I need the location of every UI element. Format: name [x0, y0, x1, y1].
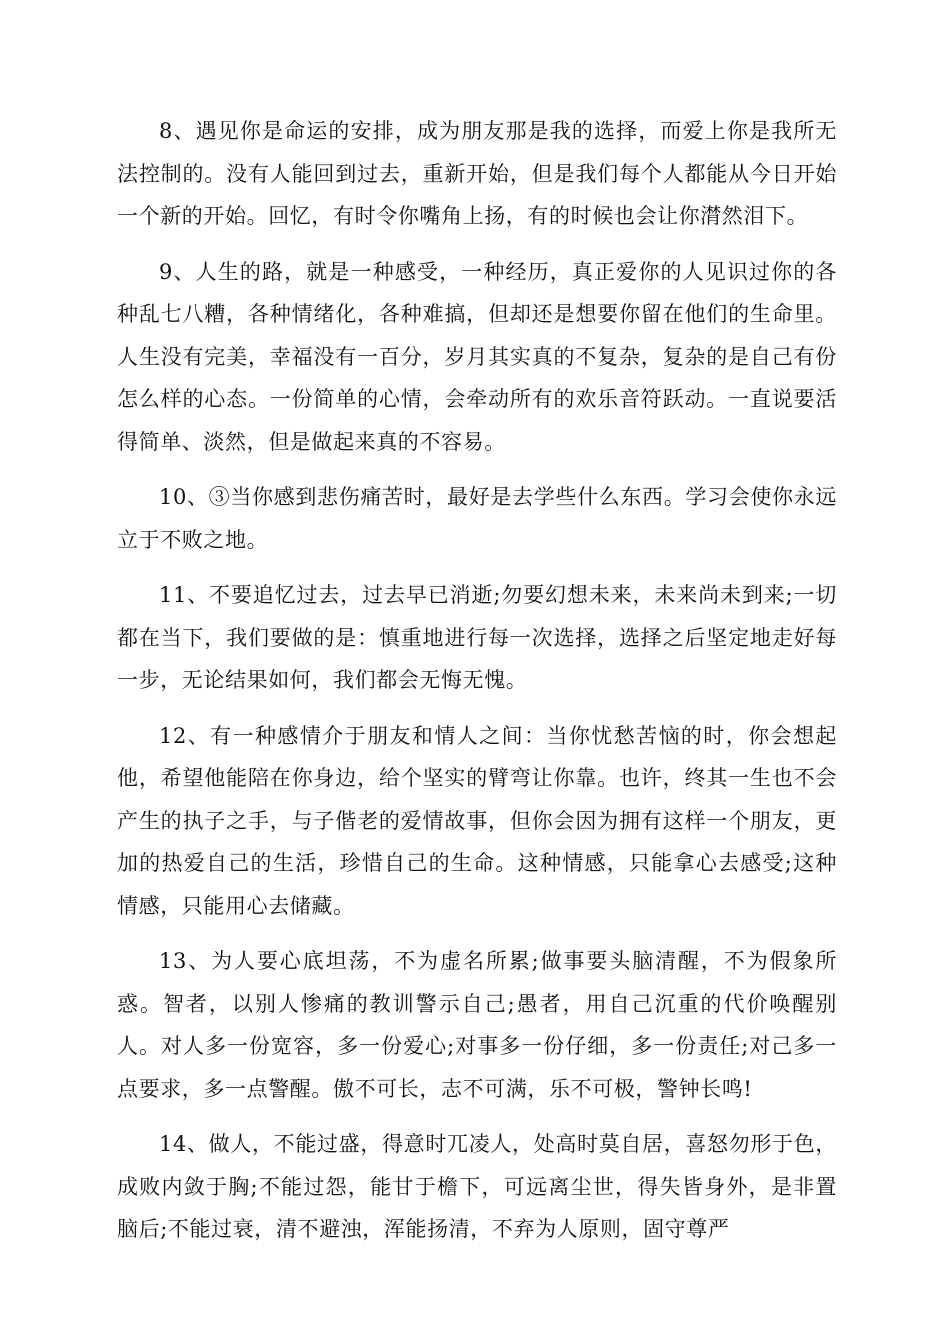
paragraph-11: 11、不要追忆过去，过去早已消逝;勿要幻想未来，未来尚未到来;一切都在当下，我们要做的是：慎重地进行每一次选择，选择之后坚定地走好每一步，无论结果如何，我们都会无悔无愧。 — [117, 583, 837, 692]
document-body — [117, 110, 837, 1264]
paragraph-8: 8、遇见你是命运的安排，成为朋友那是我的选择，而爱上你是我所无法控制的。没有人能回到过去，重新开始，但是我们每个人都能从今日开始一个新的开始。回忆，有时令你嘴角上扬，有的时候也会让你潸然泪下。 — [117, 119, 837, 228]
paragraph-13: 13、为人要心底坦荡，不为虚名所累;做事要头脑清醒，不为假象所惑。智者，以别人惨痛的教训警示自己;愚者，用自己沉重的代价唤醒别人。对人多一份宽容，多一份爱心;对事多一份仔细，多一份责任;对己多一点要求，多一点警醒。傲不可长，志不可满，乐不可极，警钟长鸣! — [117, 949, 837, 1101]
paragraph-14: 14、做人，不能过盛，得意时兀凌人，处高时莫自居，喜怒勿形于色，成败内敛于胸;不能过怨，能甘于檐下，可远离尘世，得失皆身外，是非置脑后;不能过衰，清不避浊，浑能扬清，不弃为人原则，固守尊严 — [117, 1132, 837, 1241]
paragraph-9: 9、人生的路，就是一种感受，一种经历，真正爱你的人见识过你的各种乱七八糟，各种情绪化，各种难搞，但却还是想要你留在他们的生命里。人生没有完美，幸福没有一百分，岁月其实真的不复杂，复杂的是自己有份怎么样的心态。一份简单的心情，会牵动所有的欢乐音符跃动。一直说要活得简单、淡然，但是做起来真的不容易。 — [117, 259, 837, 454]
paragraph-10: 10、③当你感到悲伤痛苦时，最好是去学些什么东西。学习会使你永远立于不败之地。 — [117, 485, 837, 552]
paragraph-12: 12、有一种感情介于朋友和情人之间：当你忧愁苦恼的时，你会想起他，希望他能陪在你身边，给个坚实的臂弯让你靠。也许，终其一生也不会产生的执子之手，与子偕老的爱情故事，但你会因为拥有这样一个朋友，更加的热爱自己的生活，珍惜自己的生命。这种情感，只能拿心去感受;这种情感，只能用心去储藏。 — [117, 723, 837, 918]
